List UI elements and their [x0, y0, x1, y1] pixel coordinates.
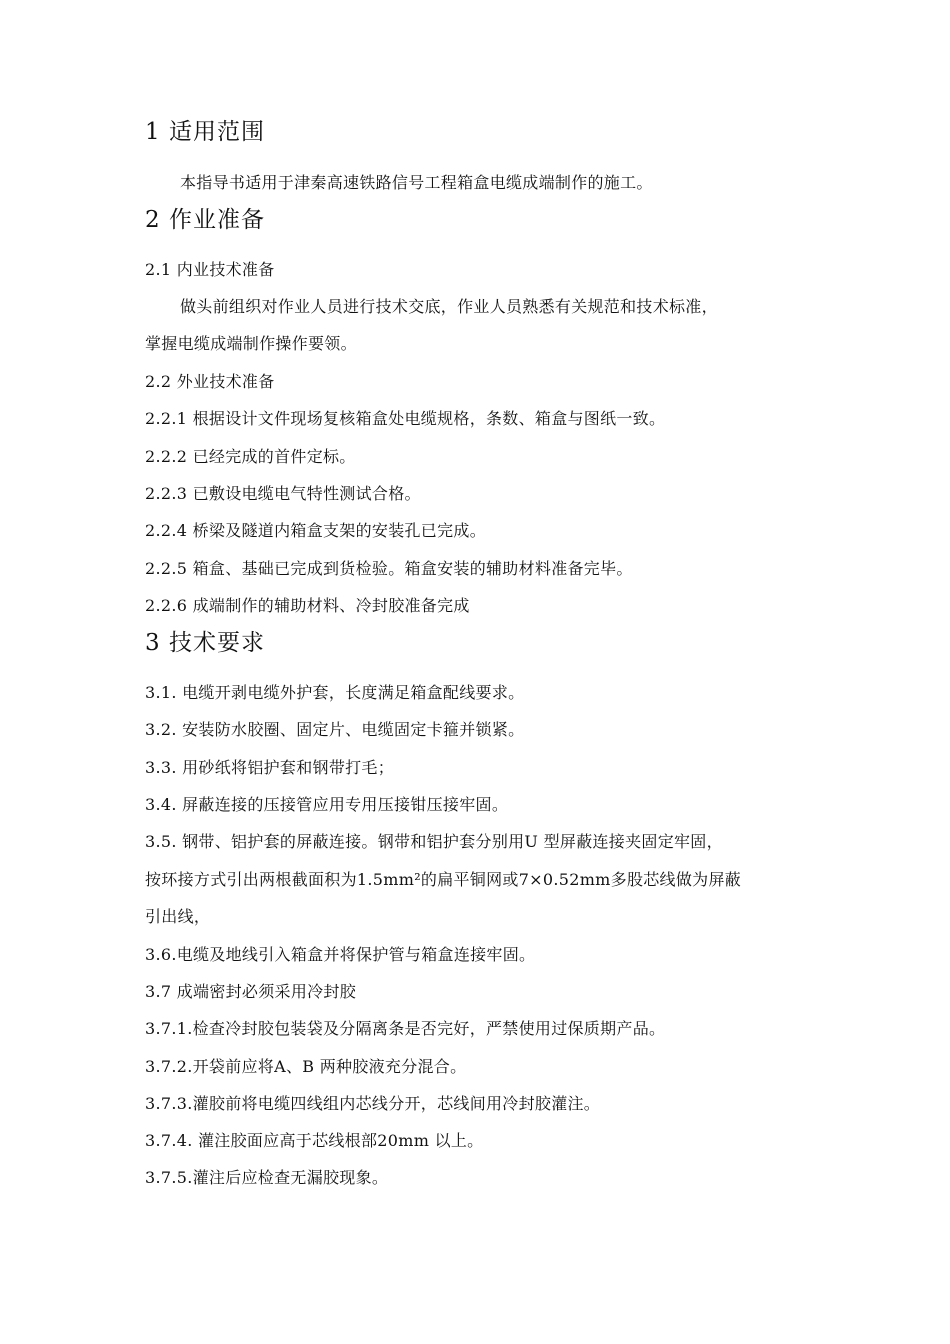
item-3-3: 3.3. 用砂纸将铝护套和钢带打毛； [145, 758, 395, 777]
item-3-7-1: 3.7.1.检查冷封胶包装袋及分隔离条是否完好，严禁使用过保质期产品。 [145, 1019, 666, 1038]
item-3-1: 3.1. 电缆开剥电缆外护套，长度满足箱盒配线要求。 [145, 683, 525, 702]
section-2-title: 2 作业准备 [145, 207, 265, 233]
item-2-2-3: 2.2.3 已敷设电缆电气特性测试合格。 [145, 484, 421, 503]
item-2-2-6: 2.2.6 成端制作的辅助材料、冷封胶准备完成 [145, 596, 470, 615]
item-3-5-line-2: 按环接方式引出两根截面积为1.5mm²的扁平铜网或7×0.52mm多股芯线做为屏蔽 [145, 870, 742, 889]
item-3-7: 3.7 成端密封必须采用冷封胶 [145, 982, 357, 1001]
item-2-2-4: 2.2.4 桥梁及隧道内箱盒支架的安装孔已完成。 [145, 521, 486, 540]
item-3-2: 3.2. 安装防水胶圈、固定片、电缆固定卡箍并锁紧。 [145, 720, 525, 739]
item-3-7-5: 3.7.5.灌注后应检查无漏胶现象。 [145, 1168, 389, 1187]
subsection-2-2: 2.2 外业技术准备 [145, 372, 275, 391]
item-3-7-2: 3.7.2.开袋前应将A、B 两种胶液充分混合。 [145, 1057, 467, 1076]
item-3-7-3: 3.7.3.灌胶前将电缆四线组内芯线分开，芯线间用冷封胶灌注。 [145, 1094, 601, 1113]
item-3-5-line-1: 3.5. 钢带、铝护套的屏蔽连接。钢带和铝护套分别用U 型屏蔽连接夹固定牢固， [145, 832, 723, 851]
subsection-2-1: 2.1 内业技术准备 [145, 260, 275, 279]
item-3-7-4: 3.7.4. 灌注胶面应高于芯线根部20mm 以上。 [145, 1131, 484, 1150]
section-3-title: 3 技术要求 [145, 630, 265, 656]
item-3-4: 3.4. 屏蔽连接的压接管应用专用压接钳压接牢固。 [145, 795, 509, 814]
section-1-title: 1 适用范围 [145, 119, 265, 145]
item-3-5-line-3: 引出线， [145, 907, 211, 926]
item-2-2-1: 2.2.1 根据设计文件现场复核箱盒处电缆规格，条数、箱盒与图纸一致。 [145, 409, 666, 428]
item-2-2-2: 2.2.2 已经完成的首件定标。 [145, 447, 356, 466]
subsection-2-1-paragraph-line-1: 做头前组织对作业人员进行技术交底，作业人员熟悉有关规范和技术标准， [180, 297, 718, 316]
item-3-6: 3.6.电缆及地线引入箱盒并将保护管与箱盒连接牢固。 [145, 945, 536, 964]
subsection-2-1-paragraph-line-2: 掌握电缆成端制作操作要领。 [145, 334, 357, 353]
item-2-2-5: 2.2.5 箱盒、基础已完成到货检验。箱盒安装的辅助材料准备完毕。 [145, 559, 633, 578]
section-1-paragraph: 本指导书适用于津秦高速铁路信号工程箱盒电缆成端制作的施工。 [180, 173, 653, 192]
